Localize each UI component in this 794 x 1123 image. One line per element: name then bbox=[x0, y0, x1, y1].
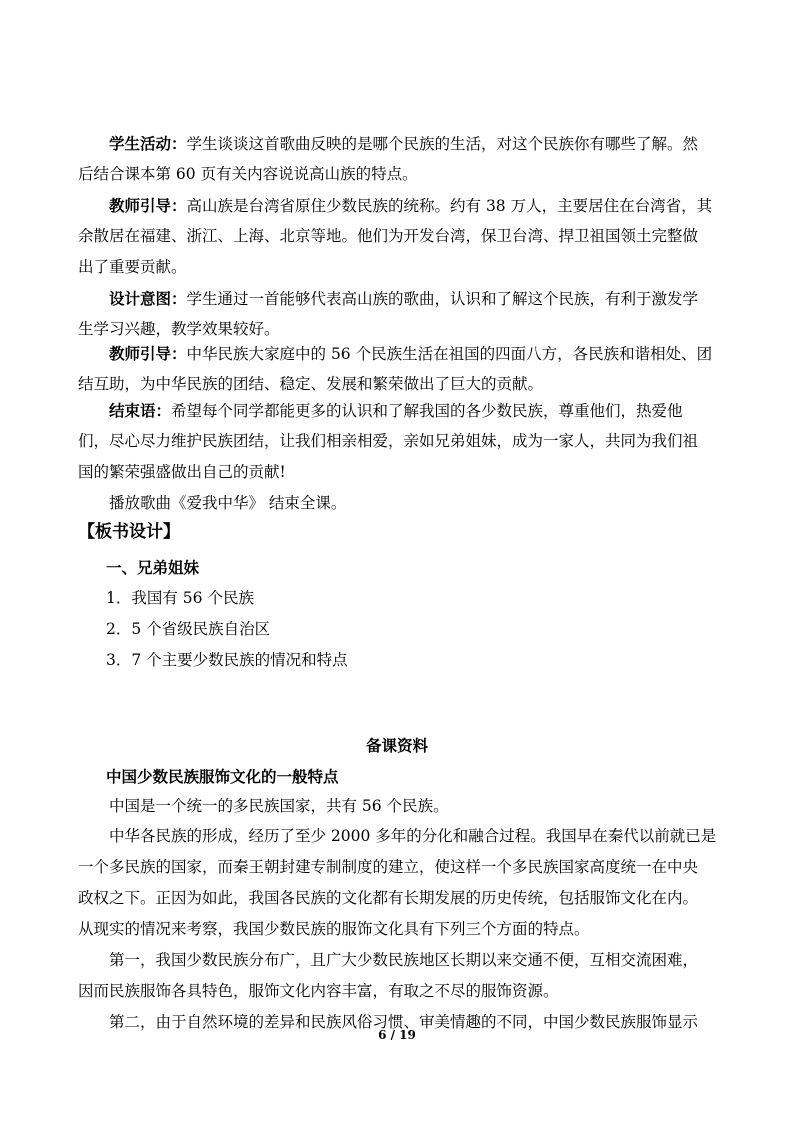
material-paragraph-2: 中华各民族的形成，经历了至少 2000 多年的分化和融合过程。我国早在秦代以前就已是 一个多民族的国家，而秦王朝封建专制制度的建立，使这样一个多民族国家高度统一在中央 政权之下。正因为如此，我国各民族的文化都有长期发展的历史传统，包括服饰文化在内。 从现实的情况来考察，我国少数民族的服饰文化具有下列三个方面的特点。 bbox=[78, 827, 717, 938]
list-item: 1．我国有 56 个民族 bbox=[106, 589, 254, 607]
material-subtitle: 中国少数民族服饰文化的一般特点 bbox=[106, 767, 339, 786]
paragraph-student-activity: 学生活动：学生谈谈这首歌曲反映的是哪个民族的生活，对这个民族你有哪些了解。然 后结合课本第 60 页有关内容说说高山族的特点。 bbox=[78, 134, 699, 183]
list-item: 3．7 个主要少数民族的情况和特点 bbox=[106, 651, 348, 669]
material-title: 备课资料 bbox=[365, 736, 428, 755]
board-list bbox=[106, 583, 348, 676]
label-design-intent: 设计意图： bbox=[109, 289, 187, 308]
paragraph-song: 播放歌曲《爱我中华》 结束全课。 bbox=[109, 494, 347, 512]
board-design-heading: 【板书设计】 bbox=[78, 522, 180, 542]
label-student-activity: 学生活动： bbox=[109, 134, 187, 153]
list-item: 2．5 个省级民族自治区 bbox=[106, 620, 271, 638]
board-subheading: 一、兄弟姐妹 bbox=[106, 558, 200, 577]
paragraph-design-intent: 设计意图：学生通过一首能够代表高山族的歌曲，认识和了解这个民族，有利于激发学 生学习兴趣，教学效果较好。 bbox=[78, 289, 699, 338]
label-conclusion: 结束语： bbox=[109, 401, 172, 420]
material-paragraph-4: 第二，由于自然环境的差异和民族风俗习惯、审美情趣的不同，中国少数民族服饰显示 bbox=[109, 1013, 699, 1031]
material-paragraph-1: 中国是一个统一的多民族国家，共有 56 个民族。 bbox=[109, 797, 449, 815]
material-paragraph-3: 第一，我国少数民族分布广，且广大少数民族地区长期以来交通不便，互相交流困难， 因而民族服饰各具特色，服饰文化内容丰富，有取之不尽的服饰资源。 bbox=[78, 951, 699, 1000]
label-teacher-guide: 教师引导： bbox=[109, 196, 187, 215]
paragraph-teacher-guide-1: 教师引导：高山族是台湾省原住少数民族的统称。约有 38 万人，主要居住在台湾省，其 余散居在福建、浙江、上海、北京等地。他们为开发台湾，保卫台湾、捍卫祖国领土完整做 出了重要贡献。 bbox=[78, 196, 713, 276]
paragraph-conclusion: 结束语：希望每个同学都能更多的认识和了解我国的各少数民族，尊重他们，热爱他 们，尽心尽力维护民族团结，让我们相亲相爱，亲如兄弟姐妹，成为一家人，共同为我们祖 国的繁荣强盛做出自己的贡献! bbox=[78, 401, 699, 481]
label-teacher-guide: 教师引导： bbox=[109, 344, 187, 363]
page-number: 6 / 19 bbox=[378, 1028, 416, 1042]
paragraph-teacher-guide-2: 教师引导：中华民族大家庭中的 56 个民族生活在祖国的四面八方，各民族和谐相处、团 结互助，为中华民族的团结、稳定、发展和繁荣做出了巨大的贡献。 bbox=[78, 344, 713, 393]
